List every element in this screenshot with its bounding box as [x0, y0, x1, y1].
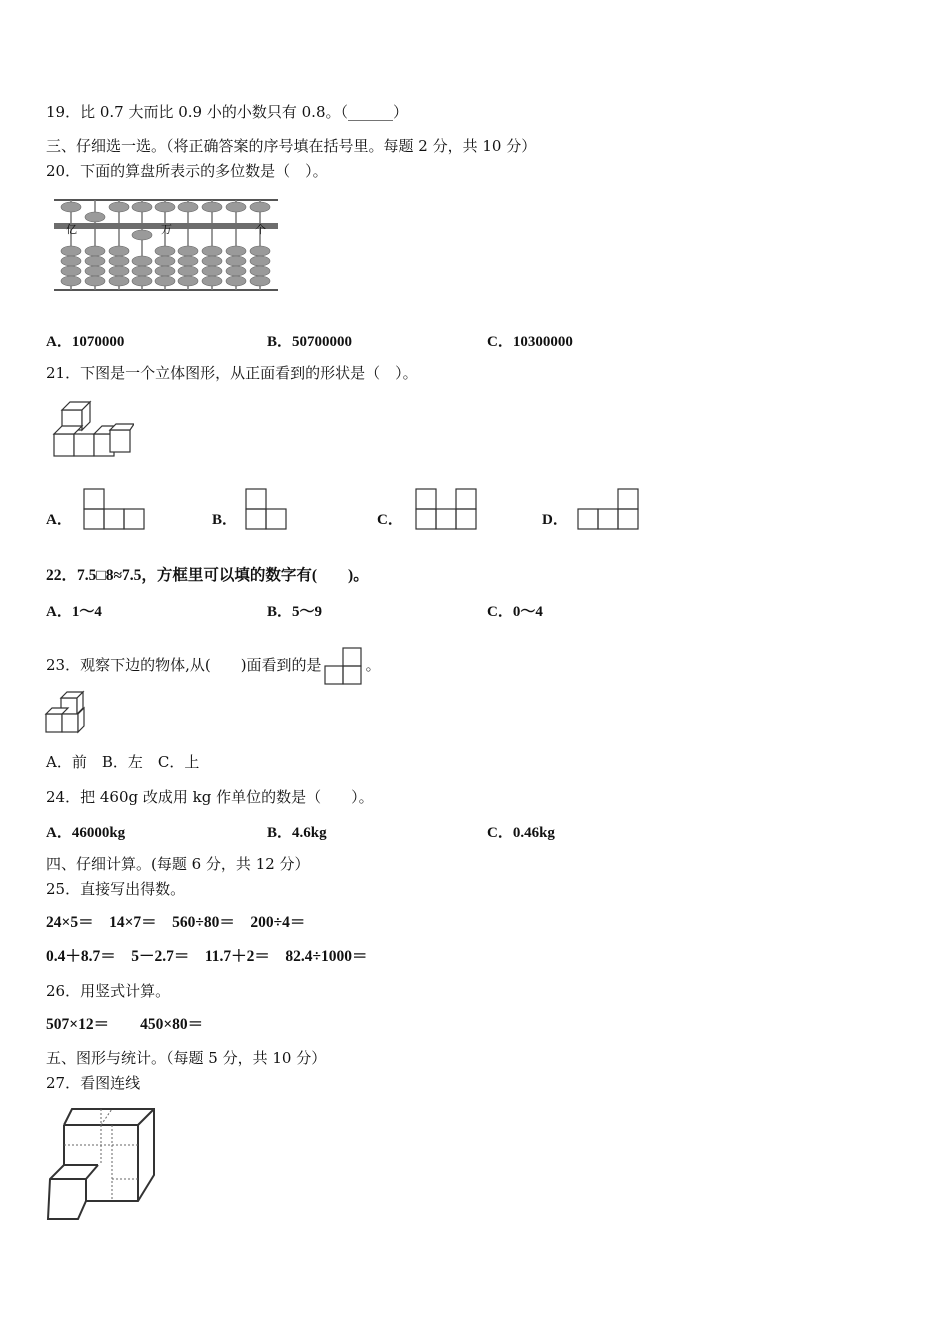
- question-19: 19．比 0.7 大而比 0.9 小的小数只有 0.8。（______）: [46, 103, 408, 121]
- q23-options[interactable]: A．前 B．左 C．上: [46, 753, 200, 771]
- question-21: 21．下图是一个立体图形，从正面看到的形状是（ ）。: [46, 364, 418, 382]
- question-20: 20．下面的算盘所表示的多位数是（ ）。: [46, 162, 328, 180]
- section-3-heading: 三、仔细选一选。（将正确答案的序号填在括号里。每题 2 分，共 10 分）: [46, 137, 537, 155]
- q21-option-b-shape[interactable]: [244, 487, 290, 531]
- q20-option-c[interactable]: C．10300000: [487, 334, 573, 350]
- question-27: 27．看图连线: [46, 1074, 141, 1092]
- q23-text: 23．观察下边的物体,从( )面看到的是: [46, 656, 322, 674]
- q23-view-shape: [324, 646, 364, 686]
- q21-option-d-shape[interactable]: [576, 487, 642, 531]
- q21-option-b-label[interactable]: B．: [212, 512, 238, 528]
- question-25: 25．直接写出得数。: [46, 880, 186, 898]
- q20-option-b[interactable]: B．50700000: [267, 334, 353, 350]
- q21-option-d-label[interactable]: D．: [542, 512, 568, 528]
- q25-row-2: 0.4＋8.7＝ 5－2.7＝ 11.7＋2＝ 82.4÷1000＝: [46, 948, 368, 965]
- abacus-label-ge: 个: [255, 223, 266, 236]
- q20-option-a[interactable]: A．1070000: [46, 334, 125, 350]
- abacus-figure: [52, 196, 280, 294]
- question-24: 24．把 460g 改成用 kg 作单位的数是（ ）。: [46, 788, 374, 806]
- q21-option-a-shape[interactable]: [82, 487, 146, 531]
- q23-solid-figure: [44, 690, 88, 736]
- question-22: 22．7.5□8≈7.5，方框里可以填的数字有( )。: [46, 567, 369, 584]
- question-26: 26．用竖式计算。: [46, 982, 171, 1000]
- q24-option-c[interactable]: C．0.46kg: [487, 825, 555, 841]
- q22-option-a[interactable]: A．1～4: [46, 604, 102, 620]
- q21-solid-figure: [50, 400, 134, 462]
- section-4-heading: 四、仔细计算。(每题 6 分，共 12 分）: [46, 855, 310, 873]
- q21-option-a-label[interactable]: A．: [46, 512, 72, 528]
- abacus-label-yi: 亿: [66, 223, 77, 236]
- q24-option-b[interactable]: B．4.6kg: [267, 825, 327, 841]
- q21-option-c-label[interactable]: C．: [377, 512, 403, 528]
- q24-option-a[interactable]: A．46000kg: [46, 825, 126, 841]
- q22-option-c[interactable]: C．0～4: [487, 604, 543, 620]
- q25-row-1: 24×5＝ 14×7＝ 560÷80＝ 200÷4＝: [46, 914, 306, 931]
- q27-solid-figure: [46, 1105, 158, 1223]
- q26-row: 507×12＝ 450×80＝: [46, 1016, 204, 1033]
- q21-option-c-shape[interactable]: [414, 487, 480, 531]
- question-23: [46, 646, 381, 686]
- abacus-label-wan: 万: [161, 223, 172, 236]
- q22-option-b[interactable]: B．5～9: [267, 604, 323, 620]
- section-5-heading: 五、图形与统计。（每题 5 分，共 10 分）: [46, 1049, 327, 1067]
- q23-text-end: 。: [365, 656, 381, 674]
